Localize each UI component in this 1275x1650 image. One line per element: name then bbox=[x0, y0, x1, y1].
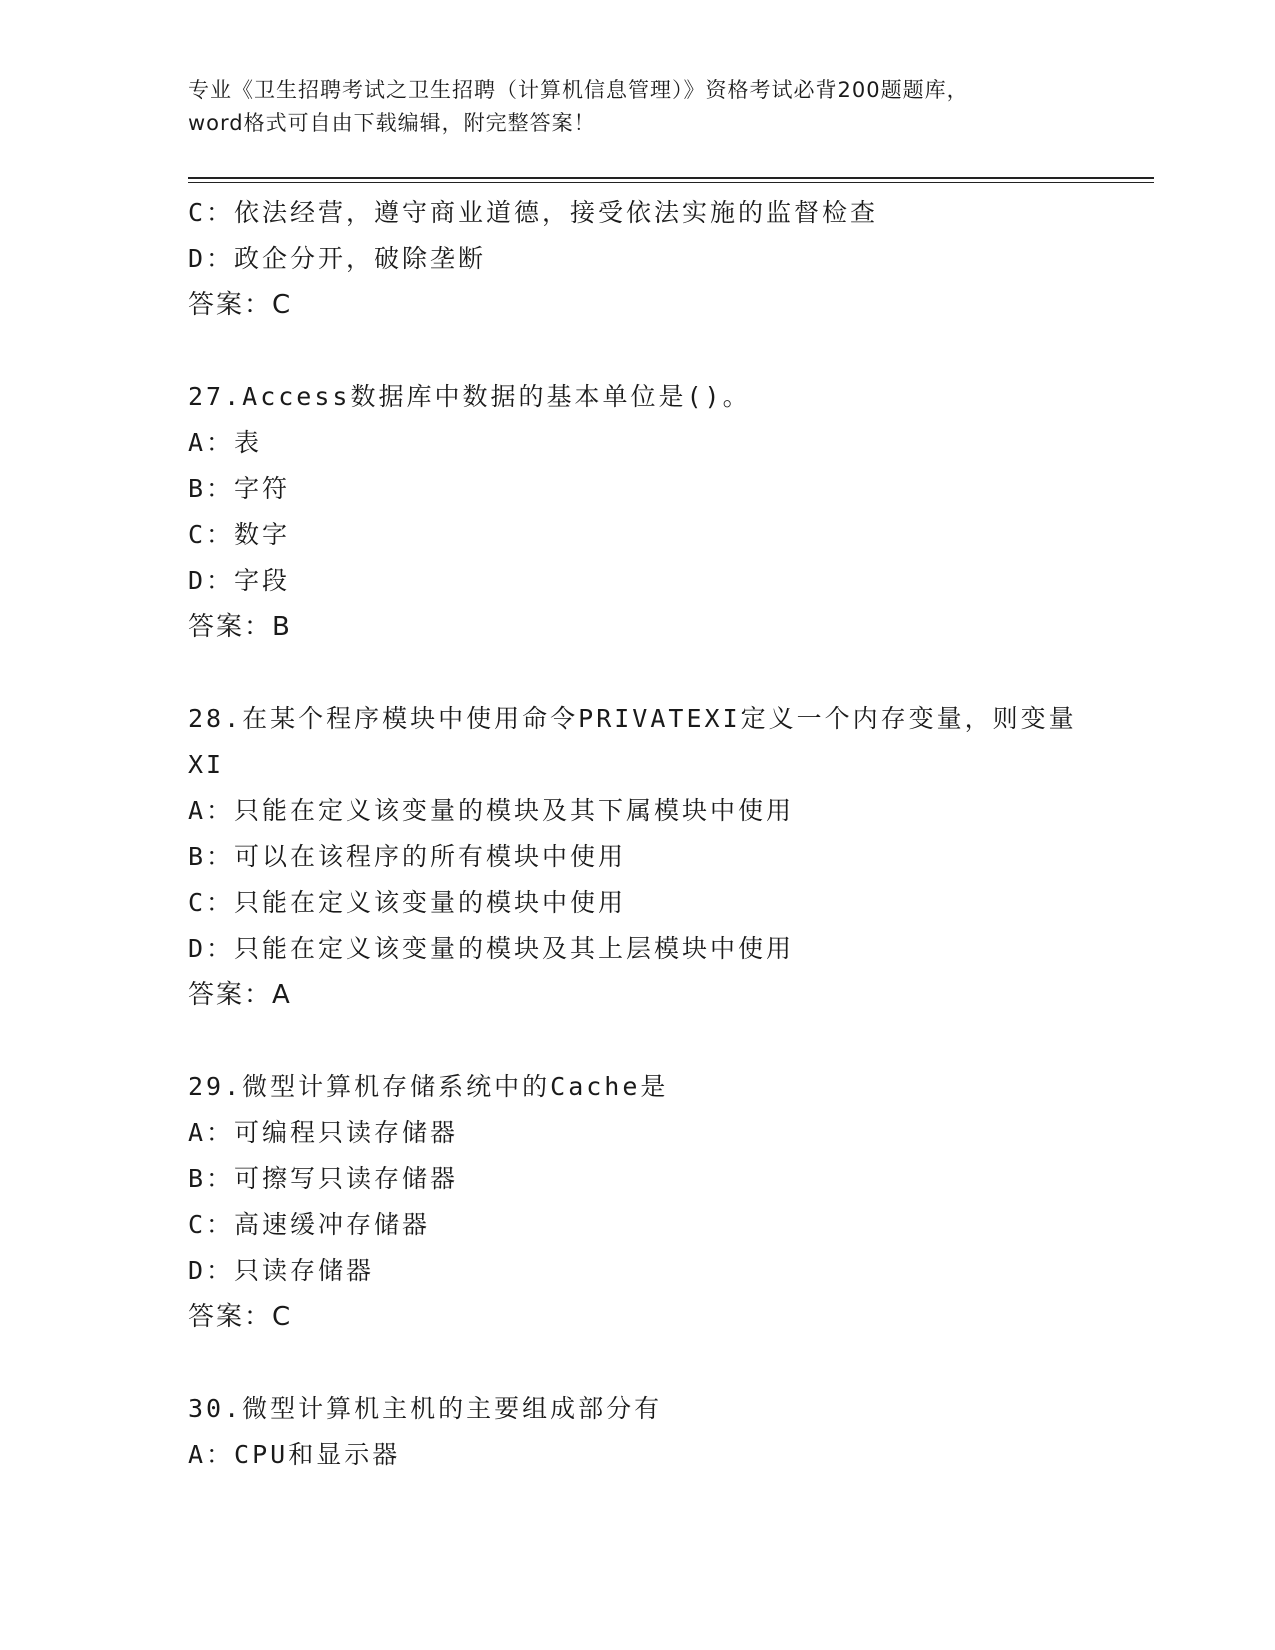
answer: 答案：C bbox=[188, 1302, 293, 1332]
option-d: D：政企分开，破除垄断 bbox=[188, 244, 487, 273]
option-b: B：可以在该程序的所有模块中使用 bbox=[188, 842, 627, 871]
option-c: C：只能在定义该变量的模块中使用 bbox=[188, 888, 627, 917]
header-line-2: word格式可自由下载编辑，附完整答案！ bbox=[188, 111, 596, 135]
question-28 bbox=[188, 696, 1148, 1018]
question-text: 29.微型计算机存储系统中的Cache是 bbox=[188, 1072, 669, 1101]
question-partial bbox=[188, 190, 1148, 328]
option-c: C：数字 bbox=[188, 520, 291, 549]
document-header bbox=[188, 74, 1088, 140]
question-27 bbox=[188, 374, 1148, 650]
answer: 答案：A bbox=[188, 980, 292, 1010]
option-c: C：依法经营，遵守商业道德，接受依法实施的监督检查 bbox=[188, 198, 879, 227]
option-d: D：只能在定义该变量的模块及其上层模块中使用 bbox=[188, 934, 795, 963]
question-text: 27.Access数据库中数据的基本单位是()。 bbox=[188, 382, 751, 411]
option-a: A：表 bbox=[188, 428, 263, 457]
answer: 答案：C bbox=[188, 290, 293, 320]
header-line-1: 专业《卫生招聘考试之卫生招聘（计算机信息管理）》资格考试必背200题题库， bbox=[188, 78, 969, 102]
option-a: A：可编程只读存储器 bbox=[188, 1118, 459, 1147]
question-text-continued: XI bbox=[188, 750, 225, 779]
option-d: D：只读存储器 bbox=[188, 1256, 375, 1285]
header-divider-thick bbox=[188, 177, 1154, 179]
option-b: B：可擦写只读存储器 bbox=[188, 1164, 459, 1193]
question-text: 28.在某个程序模块中使用命令PRIVATEXI定义一个内存变量，则变量 bbox=[188, 704, 1077, 733]
option-c: C：高速缓冲存储器 bbox=[188, 1210, 431, 1239]
option-d: D：字段 bbox=[188, 566, 291, 595]
answer: 答案：B bbox=[188, 612, 292, 642]
question-text: 30.微型计算机主机的主要组成部分有 bbox=[188, 1394, 663, 1423]
option-b: B：字符 bbox=[188, 474, 291, 503]
question-29 bbox=[188, 1064, 1148, 1340]
question-30 bbox=[188, 1386, 1148, 1478]
header-divider-thin bbox=[188, 182, 1154, 183]
option-a: A：只能在定义该变量的模块及其下属模块中使用 bbox=[188, 796, 795, 825]
option-a: A：CPU和显示器 bbox=[188, 1440, 401, 1469]
question-list bbox=[188, 190, 1148, 1478]
